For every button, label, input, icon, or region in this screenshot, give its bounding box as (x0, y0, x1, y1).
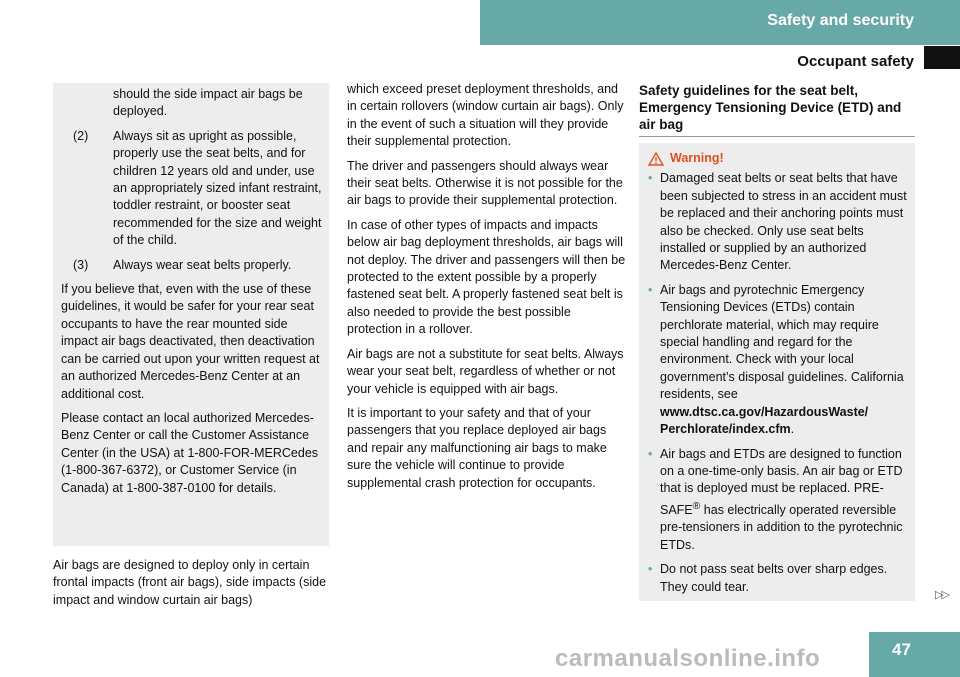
bullet-item (648, 282, 912, 439)
bullet-item (648, 446, 912, 555)
list-item-1-continued: should the side impact air bags be deployed. (113, 87, 303, 119)
column-2 (347, 81, 627, 499)
column-1 (61, 86, 327, 504)
bullet: • (648, 282, 653, 297)
warning-title (648, 150, 912, 167)
continue-arrow-icon: ▷▷ (935, 589, 948, 601)
bullet-text (660, 282, 912, 439)
bullet-item (648, 170, 912, 274)
section-title: Safety and security (767, 12, 914, 29)
paragraph: It is important to your safety and that of your passengers that you replace deployed air bags and repair any malfunctioning air bags to make sure the vehicle will continue to provide supplemental crash protection for occupants. (347, 405, 607, 490)
paragraph: Air bags are not a substitute for seat belts. Always wear your seat belt, regardless of whether or not your vehicle is equipped with air bags. (347, 346, 624, 396)
list-number: (3) (73, 257, 89, 272)
bullet-text-part: Air bags and pyrotechnic Emergency Tensioning Devices (ETDs) contain perchlorate material, which may require special handling and regard for the environment. Check with your local government’s disposal guidelines. California residents, see (660, 282, 904, 402)
paragraph: Please contact an local authorized Mercedes-Benz Center or call the Customer Assistance Center (in the USA) at 1-800-FOR-MERCedes (1-800-367-6372), or Customer Service (in Canada) at 1-800-387-0100 for details. (61, 410, 319, 495)
bullet: • (648, 171, 653, 186)
warning-content (648, 150, 912, 603)
bullet-text: Damaged seat belts or seat belts that have been subjected to stress in an accident must be replaced and their anchoring points must also be checked. Only use seat belts installed or supplied by an authorized Mercedes-Benz Center. (660, 171, 907, 273)
disposal-link[interactable]: www.dtsc.ca.gov/HazardousWaste/ Perchlorate/index.cfm (660, 404, 869, 437)
heading-rule (639, 136, 915, 137)
column-1-bottom (53, 557, 333, 616)
paragraph: The driver and passengers should always wear their seat belts. Otherwise it is not possible for the air bags to provide their supplemental protection. (347, 158, 623, 208)
section-heading: Safety guidelines for the seat belt, Emergency Tensioning Device (ETD) and air bag (639, 83, 902, 132)
registered-mark: ® (692, 500, 701, 512)
warning-triangle-icon (648, 152, 664, 166)
page-number: 47 (869, 632, 960, 677)
thumb-tab (924, 46, 960, 69)
watermark: carmanualsonline.info (555, 645, 821, 672)
bullet: • (648, 446, 653, 461)
bullet-text-part: has electrically operated reversible pre-tensioners in addition to the pyrotechnic ETDs. (660, 502, 903, 552)
list-text: Always sit as upright as possible, properly use the seat belts, and for children 12 years old and under, use an appropriately sized infant restraint, toddler restraint, or booster seat recommended for the size and weight of the child. (113, 128, 322, 248)
bullet-text (660, 446, 912, 555)
bullet-text-part: Air bags and ETDs are designed to function on a one-time-only basis. An air bag or ETD that is deployed must be replaced. PRE-SAFE (660, 446, 903, 517)
warning-label: Warning! (670, 151, 724, 165)
paragraph: If you believe that, even with the use of these guidelines, it would be safer for your rear seat occupants to have the rear mounted side impact air bags deactivated, then deactivation can be carried out upon your written request at an authorized Mercedes-Benz Center at an additional cost. (61, 282, 320, 401)
bullet-item (648, 561, 912, 596)
paragraph: which exceed preset deployment thresholds, and in certain rollovers (window curtain air bags). Only in the event of such a situation will they provide their supplemental protection. (347, 82, 624, 149)
bullet: • (648, 562, 653, 577)
bullet-text: Do not pass seat belts over sharp edges. They could tear. (660, 562, 888, 594)
list-text: Always wear seat belts properly. (113, 257, 292, 272)
paragraph: Air bags are designed to deploy only in certain frontal impacts (front air bags), side impacts (side impact and window curtain air bags) (53, 558, 327, 607)
list-item-3 (61, 257, 327, 274)
subsection-title: Occupant safety (797, 53, 914, 70)
paragraph: In case of other types of impacts and impacts below air bag deployment thresholds, air bags will not deploy. The driver and passengers will then be protected to the extent possible by a properly fastened seat belt. A properly fastened seat belt is also needed to provide the best possible protection in a rollover. (347, 217, 626, 337)
bullet-text-part: . (790, 422, 795, 437)
list-item-2 (61, 128, 327, 250)
list-number: (2) (73, 128, 89, 143)
